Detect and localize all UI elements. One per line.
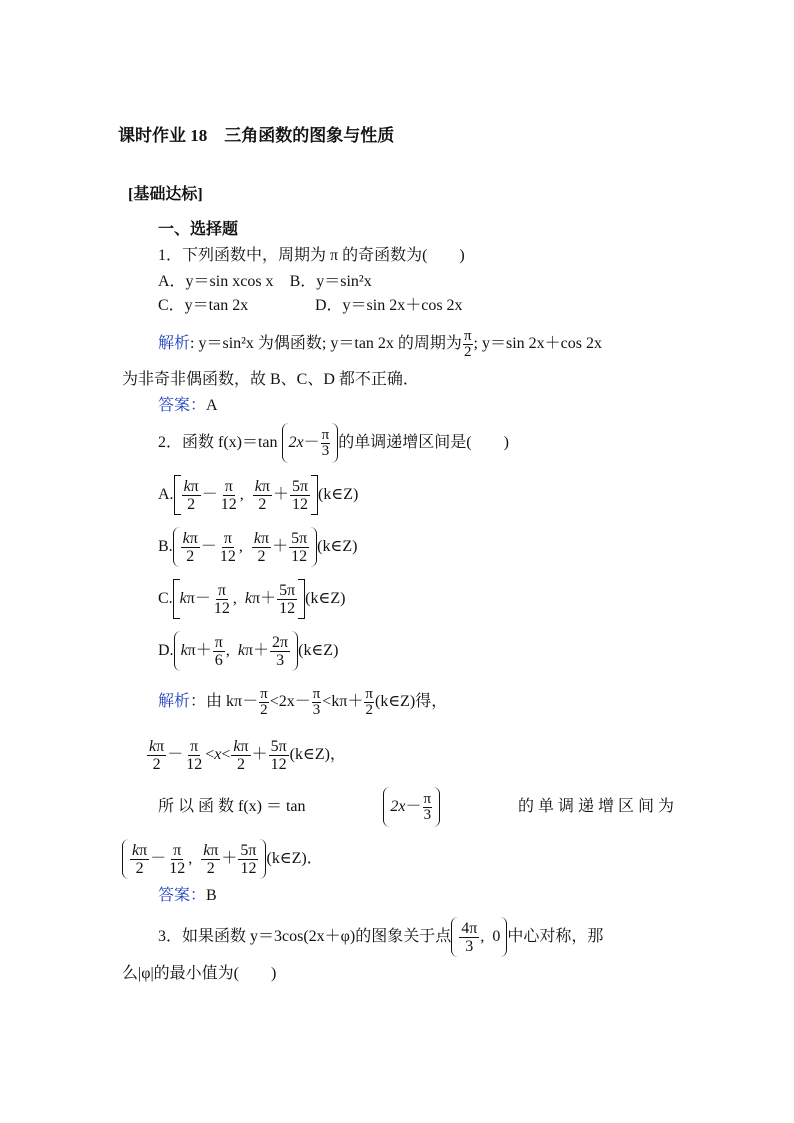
q2-analysis-line3: 所 以 函 数 f(x) ＝ tan 2x － $\frac{\pi}{3}$ 的 单 调 递 增 区 间 为 (158, 784, 674, 830)
q2-option-d: D. k π＋ $\frac{\pi}{6}$ , k π＋ $\frac{2\pi}{3}$ (k∈Z) (158, 628, 338, 674)
q2-analysis: 解析 ：由 kπ－ $\frac{\pi}{2}$ <2x－ $\frac{\pi}{3}$ <kπ＋ $\frac{\pi}{2}$ (k∈Z)得， (158, 685, 448, 718)
q1-option-c: C．y＝tan 2x (158, 297, 249, 314)
q1-option-d: D．y＝sin 2x＋cos 2x (315, 297, 463, 314)
analysis-label: 解析 (158, 335, 191, 352)
fraction: $\frac{\pi}{2}$ (463, 327, 472, 360)
q2-analysis-line2: $\frac{k\pi}{2}$ － $\frac{\pi}{12}$ < x < $\frac{k\pi}{2}$ ＋ $\frac{5\pi}{12}$ (k∈Z)， (149, 737, 346, 773)
q1-option-b: B．y＝sin²x (289, 273, 372, 290)
q1-answer: 答案：A (158, 397, 218, 414)
part-heading: 一、选择题 (158, 221, 239, 238)
page-title: 课时作业 18 三角函数的图象与性质 (118, 126, 395, 145)
q2-option-a: A. $\frac{k\pi}{2}$ － $\frac{\pi}{12}$ , $\frac{k\pi}{2}$ ＋ $\frac{5\pi}{12}$ (k∈Z) (158, 472, 358, 518)
q1-stem: 1．下列函数中，周期为 π 的奇函数为( ) (158, 247, 465, 264)
q1-option-a: A．y＝sin xcos x (158, 273, 274, 290)
q3-stem: 3．如果函数 y＝3cos(2x＋φ)的图象关于点 $\frac{4\pi}{3}$ , 0 中心对称，那 (158, 914, 674, 960)
section-heading: [基础达标] (128, 186, 203, 203)
q1-analysis-line2: 为非奇非偶函数，故 B、C、D 都不正确． (122, 371, 419, 388)
q2-analysis-line4: $\frac{k\pi}{2}$ － $\frac{\pi}{12}$ , $\frac{k\pi}{2}$ ＋ $\frac{5\pi}{12}$ (k∈Z)． (122, 836, 323, 882)
q2-option-c: C. k π－ $\frac{\pi}{12}$ , k π＋ $\frac{5\pi}{12}$ (k∈Z) (158, 576, 345, 622)
q1-options-ab (158, 272, 372, 292)
q2-stem: 2．函数 f(x)＝tan 2x － $\frac{\pi}{3}$ 的单调递增区间是( ) (158, 420, 509, 466)
q2-answer: 答案：B (158, 887, 217, 904)
q1-analysis: 解析 : y＝sin²x 为偶函数; y＝tan 2x 的周期为 $\frac{\pi}{2}$ ; y＝sin 2x＋cos 2x (158, 327, 602, 360)
q3-stem-line2: 么|φ|的最小值为( ) (122, 965, 277, 982)
q2-option-b: B. $\frac{k\pi}{2}$ － $\frac{\pi}{12}$ , $\frac{k\pi}{2}$ ＋ $\frac{5\pi}{12}$ (k∈Z) (158, 524, 357, 570)
